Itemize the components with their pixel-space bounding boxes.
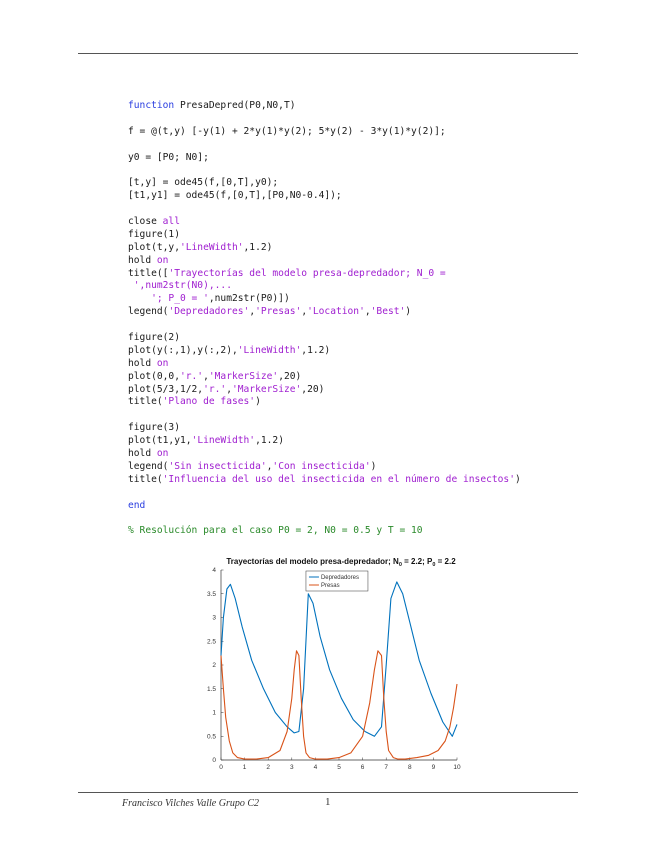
- code-line: [128, 461, 588, 474]
- code-line: [128, 474, 588, 487]
- chart-title: [226, 557, 456, 568]
- code-line: [128, 255, 588, 268]
- code-token: legend(: [128, 306, 169, 318]
- chart-title-part: 0: [432, 562, 436, 568]
- x-tick-label: 9: [431, 764, 436, 771]
- footer-rule: [78, 792, 578, 793]
- top-rule: [78, 53, 578, 54]
- x-tick-label: 2: [266, 764, 271, 771]
- y-tick-label: 4: [212, 567, 216, 574]
- code-token: ): [255, 396, 261, 408]
- code-token: ): [515, 473, 521, 485]
- code-token: hold: [128, 357, 157, 369]
- code-token: 'Plano de fases': [162, 396, 256, 408]
- code-line: [128, 513, 588, 526]
- y-tick-label: 1: [212, 709, 216, 717]
- code-line: [128, 113, 588, 126]
- code-token: 'Trayectorías del modelo presa-depredador; N_0 =: [168, 267, 446, 279]
- code-line: [128, 345, 588, 358]
- chart-title-part: 0: [398, 562, 402, 568]
- x-tick-label: 4: [313, 764, 318, 771]
- code-token: figure(2): [128, 332, 180, 344]
- code-token: figure(1): [128, 228, 180, 240]
- code-line: [128, 203, 588, 216]
- code-line: [128, 216, 588, 229]
- code-token: 'Location': [307, 306, 365, 318]
- code-line: [128, 487, 588, 500]
- code-token: 'LineWidth': [179, 241, 244, 253]
- code-token: 'LineWidth': [237, 344, 302, 356]
- y-tick-label: 2.5: [206, 638, 216, 646]
- code-line: [128, 190, 588, 203]
- code-token: % Resolución para el caso P0 = 2, N0 = 0.5 y T = 10: [128, 525, 423, 537]
- code-token: end: [128, 499, 146, 511]
- code-line: [128, 280, 588, 293]
- chart-title-part: Trayectorías del modelo presa-depredador; N: [226, 557, 399, 566]
- x-tick-label: 6: [360, 764, 365, 771]
- code-line: [128, 177, 588, 190]
- code-token: hold: [128, 254, 157, 266]
- x-tick-label: 3: [289, 764, 294, 771]
- y-tick-label: 1.5: [206, 685, 216, 693]
- code-token: ,: [226, 383, 232, 395]
- x-tick-label: 5: [337, 764, 341, 771]
- code-line: [128, 500, 588, 513]
- y-tick-label: 2: [212, 662, 216, 669]
- code-line: [128, 152, 588, 165]
- code-line: [128, 164, 588, 177]
- code-token: '; P_0 = ': [128, 293, 209, 305]
- code-token: ,1.2): [301, 344, 331, 356]
- code-token: ',num2str(N0),...: [128, 280, 232, 292]
- x-tick-label: 0: [219, 764, 223, 771]
- code-token: plot(y(:,1),y(:,2),: [128, 344, 238, 356]
- code-line: [128, 435, 588, 448]
- legend-label: Depredadores: [320, 575, 359, 581]
- code-line: [128, 229, 588, 242]
- code-token: 'Depredadores': [168, 306, 250, 318]
- code-token: on: [156, 448, 169, 460]
- code-token: 'Presas': [255, 306, 302, 318]
- code-token: 'MarkerSize': [208, 370, 279, 382]
- x-tick-label: 10: [453, 764, 461, 771]
- code-token: 'Influencia del uso del insecticida en el número de insectos': [162, 473, 515, 485]
- code-token: 'Con insecticida': [272, 460, 371, 472]
- footer-author: Francisco Vilches Valle Grupo C2: [122, 798, 260, 809]
- code-token: 'LineWidth': [191, 435, 256, 447]
- x-tick-label: 8: [407, 764, 412, 771]
- code-line: [128, 332, 588, 345]
- code-token: 'r.': [179, 370, 204, 382]
- code-token: 'MarkerSize': [231, 383, 302, 395]
- code-line: [128, 306, 588, 319]
- code-token: function: [128, 100, 175, 111]
- code-token: close: [128, 216, 163, 228]
- legend-label: Presas: [320, 583, 340, 589]
- code-token: hold: [128, 448, 157, 460]
- code-line: [128, 448, 588, 461]
- code-token: 'r.': [203, 383, 227, 395]
- code-token: ,: [203, 370, 209, 382]
- code-line: [128, 358, 588, 371]
- code-line: [128, 422, 588, 435]
- code-line: [128, 396, 588, 409]
- code-token: y0 = [P0; N0];: [128, 151, 209, 163]
- code-token: f = @(t,y) [-y(1) + 2*y(1)*y(2); 5*y(2) - 3*y(1)*y(2)];: [128, 125, 446, 137]
- code-token: on: [156, 357, 169, 369]
- code-line: [128, 319, 588, 332]
- code-token: legend(: [128, 460, 169, 472]
- y-tick-label: 0.5: [206, 733, 216, 741]
- code-token: ,num2str(P0)]): [208, 293, 290, 305]
- code-token: plot(t1,y1,: [128, 435, 192, 447]
- y-tick-label: 0: [212, 757, 216, 764]
- code-token: plot(0,0,: [128, 370, 180, 382]
- code-token: PresaDepred(P0,N0,T): [174, 100, 296, 111]
- code-token: ,1.2): [255, 435, 284, 447]
- code-token: ,20): [278, 370, 302, 382]
- code-line: [128, 384, 588, 397]
- chart: [195, 552, 470, 772]
- code-line: [128, 409, 588, 422]
- code-token: title([: [128, 267, 169, 279]
- code-token: title(: [128, 473, 163, 485]
- code-line: [128, 371, 588, 384]
- code-line: [128, 268, 588, 281]
- code-token: figure(3): [128, 422, 180, 434]
- code-line: [128, 525, 588, 538]
- code-token: ,: [301, 306, 308, 318]
- code-token: ): [405, 306, 412, 318]
- code-token: title(: [128, 396, 163, 408]
- code-token: on: [156, 254, 169, 266]
- code-token: ,: [266, 460, 273, 472]
- code-line: [128, 100, 588, 113]
- code-token: 'Sin insecticida': [168, 460, 267, 472]
- code-token: [t,y] = ode45(f,[0,T],y0);: [128, 177, 279, 189]
- code-line: [128, 242, 588, 255]
- code-token: ,1.2): [243, 241, 273, 253]
- code-token: plot(t,y,: [128, 241, 180, 253]
- code-token: ,: [364, 306, 371, 318]
- x-tick-label: 7: [384, 764, 389, 771]
- code-line: [128, 126, 588, 139]
- y-tick-label: 3: [212, 614, 216, 622]
- code-token: all: [162, 216, 180, 228]
- code-line: [128, 139, 588, 152]
- code-listing: [128, 100, 588, 538]
- code-token: plot(5/3,1/2,: [128, 383, 204, 395]
- chart-title-part: = 2.2: [435, 557, 456, 566]
- chart-title-part: = 2.2; P: [401, 557, 433, 566]
- code-token: ,: [249, 306, 256, 318]
- series-line-depredadores: [221, 582, 457, 736]
- code-token: ): [370, 460, 377, 472]
- code-token: [t1,y1] = ode45(f,[0,T],[P0,N0-0.4]);: [128, 190, 342, 202]
- code-line: [128, 293, 588, 306]
- code-token: ,20): [301, 383, 325, 395]
- code-token: 'Best': [370, 306, 406, 318]
- x-tick-label: 1: [242, 764, 247, 771]
- page-number: 1: [325, 796, 331, 808]
- y-tick-label: 3.5: [206, 590, 216, 598]
